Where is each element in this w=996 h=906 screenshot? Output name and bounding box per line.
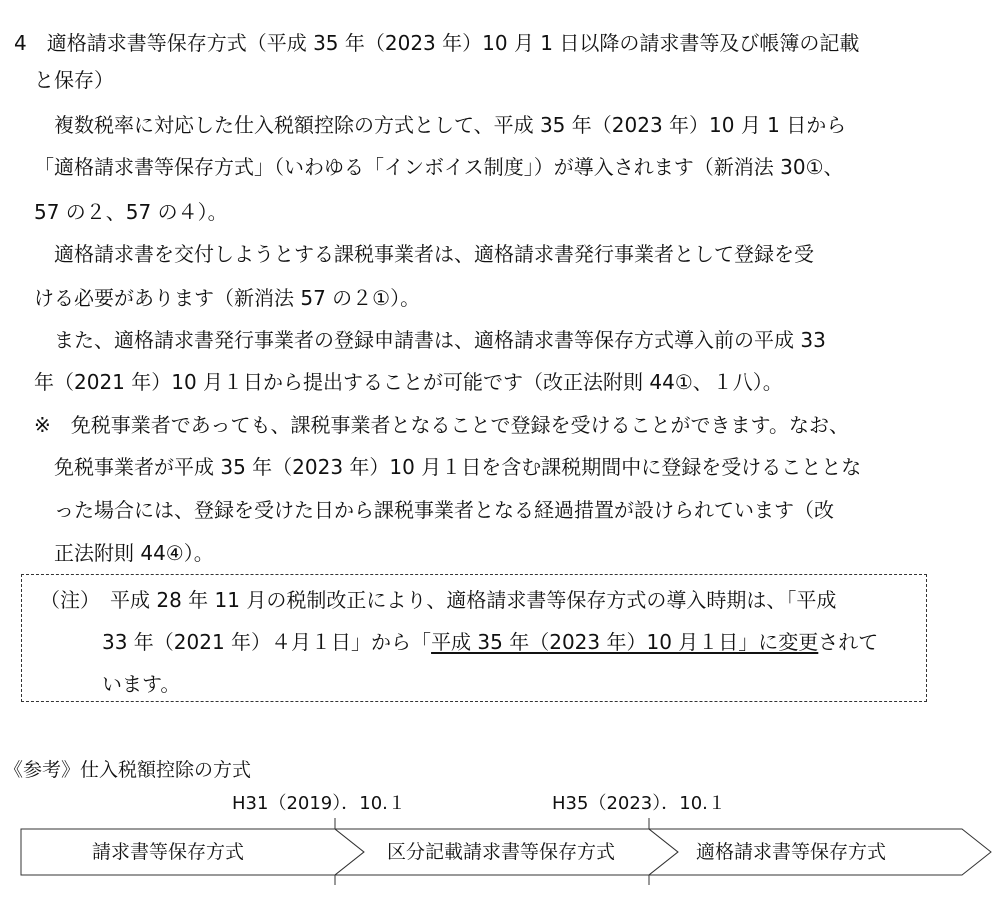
remark-line-2: 免税事業者が平成 35 年（2023 年）10 月１日を含む課税期間中に登録を受けることとな <box>54 455 862 479</box>
timeline-stage-1-label: 請求書等保存方式 <box>92 841 245 863</box>
section-heading-line-2: と保存） <box>34 68 114 92</box>
timeline-stage-2-label: 区分記載請求書等保存方式 <box>387 841 616 863</box>
reference-date-2: H35（2023）．10.１ <box>552 793 726 814</box>
section-heading-line-1: 4 適格請求書等保存方式（平成 35 年（2023 年）10 月 1 日以降の請求書等及び帳簿の記載 <box>14 31 860 55</box>
paragraph-1-line-3: 57 の２、57 の４）。 <box>34 200 228 224</box>
note-line-1: （注） 平成 28 年 11 月の税制改正により、適格請求書等保存方式の導入時期は、「平成 <box>40 588 837 612</box>
note-line-2-end: されて <box>818 630 879 654</box>
timeline-stage-3-label: 適格請求書等保存方式 <box>696 841 887 863</box>
note-line-2-start: 33 年（2021 年）４月１日」から「 <box>102 630 432 654</box>
paragraph-1-line-1: 複数税率に対応した仕入税額控除の方式として、平成 35 年（2023 年）10 月 1 日から <box>54 113 847 137</box>
remark-line-1: ※ 免税事業者であっても、課税事業者となることで登録を受けることができます。なお、 <box>34 413 849 437</box>
note-line-3: います。 <box>102 672 181 696</box>
remark-line-4: 正法附則 44④）。 <box>54 541 214 565</box>
remark-line-3: った場合には、登録を受けた日から課税事業者となる経過措置が設けられています（改 <box>54 498 834 522</box>
paragraph-2-line-2: ける必要があります（新消法 57 の２①）。 <box>34 286 421 310</box>
note-underlined-date: 平成 35 年（2023 年）10 月１日」に変更 <box>431 630 819 654</box>
reference-title: 《参考》仕入税額控除の方式 <box>4 759 252 781</box>
paragraph-2-line-1: 適格請求書を交付しようとする課税事業者は、適格請求書発行事業者として登録を受 <box>54 242 814 266</box>
paragraph-1-line-2: 「適格請求書等保存方式」（いわゆる「インボイス制度」）が導入されます（新消法 30①、 <box>34 155 844 179</box>
paragraph-3-line-1: また、適格請求書発行事業者の登録申請書は、適格請求書等保存方式導入前の平成 33 <box>54 328 826 352</box>
paragraph-3-line-2: 年（2021 年）10 月１日から提出することが可能です（改正法附則 44①、１八）。 <box>34 370 783 394</box>
reference-date-1: H31（2019）．10.１ <box>232 793 406 814</box>
